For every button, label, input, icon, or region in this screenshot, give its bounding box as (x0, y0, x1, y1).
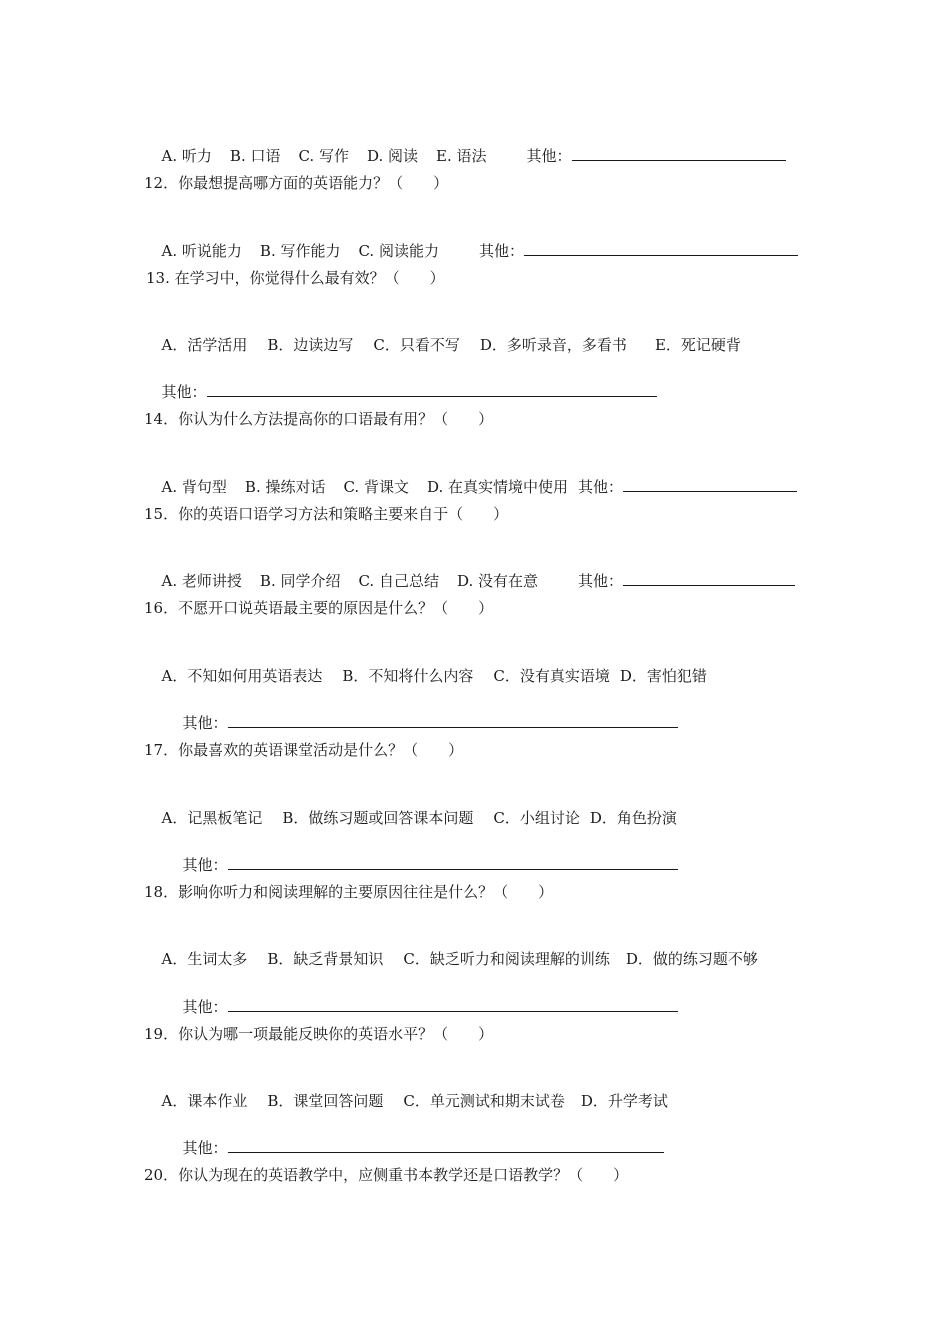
q15-option-c[interactable]: C. 自己总结 (358, 572, 439, 590)
q14-options-line (152, 457, 797, 497)
q18-other-line (173, 977, 678, 1017)
q12-option-c[interactable]: C. 阅读能力 (358, 242, 439, 260)
q11-other-blank[interactable] (572, 146, 786, 161)
q12-option-b[interactable]: B. 写作能力 (259, 242, 341, 260)
q19-options-line (152, 1071, 668, 1111)
q13-option-d[interactable]: D．多听录音，多看书 (479, 336, 627, 354)
q17-option-d[interactable]: D．角色扮演 (589, 809, 677, 827)
q15-question: 15．你的英语口语学习方法和策略主要来自于（ ） (144, 505, 509, 523)
q14-option-a[interactable]: A. 背句型 (161, 478, 227, 496)
q18-option-a[interactable]: A．生词太多 (161, 950, 248, 968)
q14-other-blank[interactable] (623, 477, 797, 492)
q15-option-a[interactable]: A. 老师讲授 (161, 572, 242, 590)
q16-option-a[interactable]: A．不知如何用英语表达 (161, 667, 323, 685)
q19-other-label: 其他： (182, 1139, 228, 1157)
q12-other-label: 其他： (478, 242, 524, 260)
q16-option-b[interactable]: B．不知将什么内容 (342, 667, 474, 685)
q17-other-line (173, 835, 678, 875)
q13-option-c[interactable]: C．只看不写 (373, 336, 460, 354)
q11-option-a[interactable]: A. 听力 (161, 147, 212, 165)
q11-option-c[interactable]: C. 写作 (298, 147, 349, 165)
q18-question: 18．影响你听力和阅读理解的主要原因往往是什么？（ ） (144, 883, 554, 901)
q11-other-label: 其他： (526, 147, 572, 165)
q16-question: 16．不愿开口说英语最主要的原因是什么？（ ） (144, 599, 494, 617)
q19-question: 19．你认为哪一项最能反映你的英语水平？（ ） (144, 1025, 494, 1043)
q12-options-line (152, 221, 798, 261)
q11-option-b[interactable]: B. 口语 (229, 147, 281, 165)
q12-option-a[interactable]: A. 听说能力 (161, 242, 242, 260)
q19-option-a[interactable]: A．课本作业 (161, 1092, 248, 1110)
q18-option-b[interactable]: B．缺乏背景知识 (267, 950, 384, 968)
q19-other-line (173, 1118, 664, 1158)
q16-option-c[interactable]: C．没有真实语境 (493, 667, 610, 685)
q18-other-label: 其他： (182, 998, 228, 1016)
q13-option-b[interactable]: B．边读边写 (267, 336, 354, 354)
q13-other-blank[interactable] (207, 382, 657, 397)
q19-other-blank[interactable] (228, 1138, 664, 1153)
q15-options-line (152, 551, 795, 591)
q11-option-d[interactable]: D. 阅读 (366, 147, 418, 165)
q13-other-label: 其他： (161, 383, 207, 401)
q11-option-e[interactable]: E. 语法 (436, 147, 487, 165)
q14-option-b[interactable]: B. 操练对话 (244, 478, 326, 496)
q11-options-line (152, 126, 786, 166)
q18-other-blank[interactable] (228, 997, 678, 1012)
q19-option-c[interactable]: C．单元测试和期末试卷 (403, 1092, 565, 1110)
q15-other-label: 其他： (578, 572, 624, 590)
q12-other-blank[interactable] (524, 241, 798, 256)
q14-option-d[interactable]: D. 在真实情境中使用 (426, 478, 568, 496)
q17-options-line (152, 788, 677, 828)
q16-options-line (152, 646, 707, 686)
q13-question: 13. 在学习中，你觉得什么最有效？（ ） (146, 269, 445, 287)
q18-option-c[interactable]: C．缺乏听力和阅读理解的训练 (403, 950, 610, 968)
q16-other-line (173, 693, 678, 733)
q19-option-b[interactable]: B．课堂回答问题 (267, 1092, 384, 1110)
q17-other-label: 其他： (182, 856, 228, 874)
q13-options-line (152, 315, 741, 355)
q14-option-c[interactable]: C. 背课文 (343, 478, 409, 496)
q17-question: 17．你最喜欢的英语课堂活动是什么？（ ） (144, 741, 464, 759)
q20-question: 20．你认为现在的英语教学中，应侧重书本教学还是口语教学？（ ） (144, 1166, 629, 1184)
q16-option-d[interactable]: D．害怕犯错 (619, 667, 707, 685)
q13-other-line (152, 362, 657, 402)
q16-other-blank[interactable] (228, 713, 678, 728)
q14-question: 14．你认为什么方法提高你的口语最有用？（ ） (144, 410, 494, 428)
q17-option-b[interactable]: B．做练习题或回答课本问题 (282, 809, 474, 827)
q16-other-label: 其他： (182, 714, 228, 732)
q14-other-label: 其他： (578, 478, 624, 496)
q19-option-d[interactable]: D．升学考试 (580, 1092, 668, 1110)
q18-option-d[interactable]: D．做的练习题不够 (625, 950, 758, 968)
q17-option-a[interactable]: A．记黑板笔记 (161, 809, 263, 827)
q13-option-a[interactable]: A．活学活用 (161, 336, 248, 354)
q17-other-blank[interactable] (228, 855, 678, 870)
q13-option-e[interactable]: E．死记硬背 (654, 336, 741, 354)
q18-options-line (152, 929, 758, 969)
q15-other-blank[interactable] (623, 571, 795, 586)
q12-question: 12．你最想提高哪方面的英语能力？（ ） (144, 174, 449, 192)
q17-option-c[interactable]: C．小组讨论 (493, 809, 580, 827)
q15-option-b[interactable]: B. 同学介绍 (259, 572, 341, 590)
q15-option-d[interactable]: D. 没有在意 (456, 572, 538, 590)
